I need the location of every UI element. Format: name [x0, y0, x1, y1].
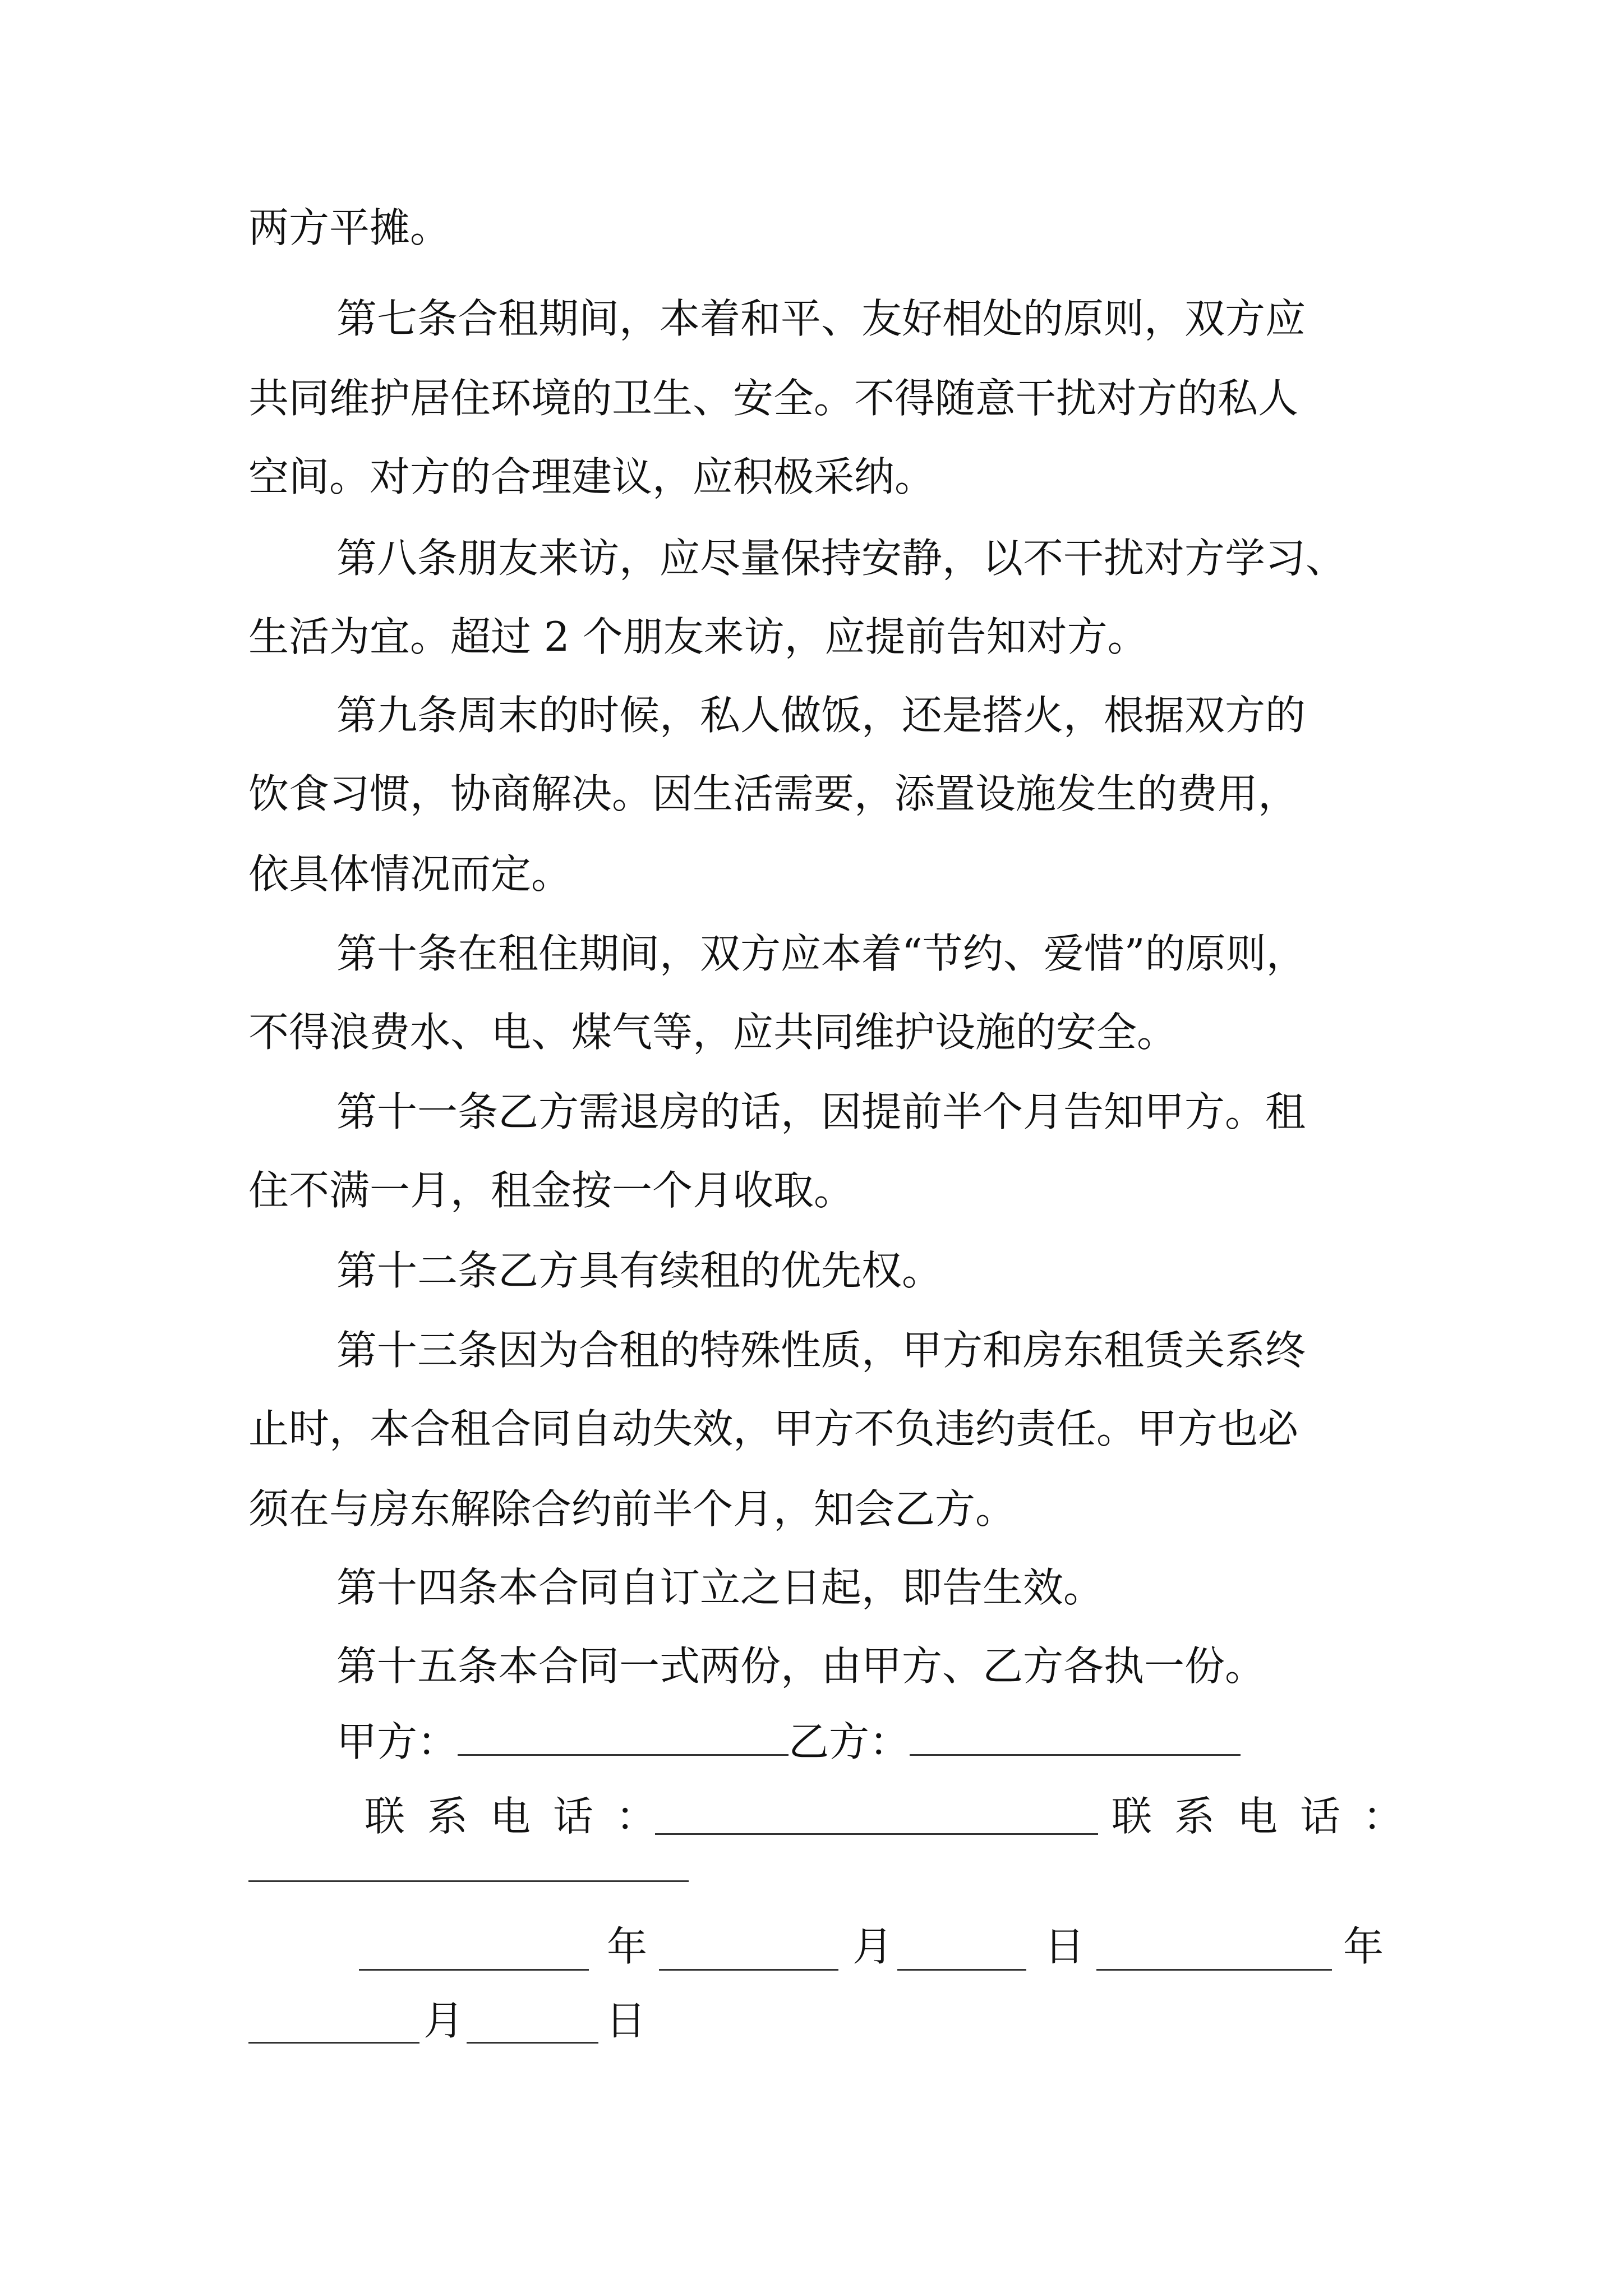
phone-label-a: 联系电话：: [365, 1793, 679, 1840]
day-a-label: 日: [1044, 1923, 1085, 1970]
paragraph-line: 两方平摊。: [248, 204, 451, 251]
paragraph-line: 第九条周末的时候，私人做饭，还是搭火，根据双方的: [336, 692, 1306, 739]
paragraph-line: 饮食习惯，协商解决。因生活需要，添置设施发生的费用，: [248, 770, 1299, 817]
paragraph-line: 第十五条本合同一式两份，由甲方、乙方各执一份。: [336, 1642, 1266, 1690]
phone-a-blank: [655, 1833, 1098, 1835]
paragraph-line: 第十一条乙方需退房的话，因提前半个月告知甲方。租: [336, 1088, 1306, 1135]
paragraph-line: 共同维护居住环境的卫生、安全。不得随意干扰对方的私人: [248, 375, 1299, 422]
year-a-blank: [359, 1969, 589, 1971]
phone-b-blank: [248, 1880, 689, 1882]
party-line: [336, 1714, 1241, 1770]
paragraph-line: 须在与房东解除合约前半个月，知会乙方。: [248, 1485, 1016, 1533]
paragraph-line: 生活为宜。超过 2 个朋友来访，应提前告知对方。: [248, 613, 1148, 660]
day-a-blank: [897, 1969, 1026, 1971]
paragraph-line: 第七条合租期间，本着和平、友好相处的原则，双方应: [336, 295, 1306, 342]
party-b-blank: [910, 1715, 1241, 1756]
month-a-blank: [659, 1969, 838, 1971]
year-a-label: 年: [607, 1923, 648, 1970]
party-a-label: 甲方：: [336, 1718, 458, 1765]
paragraph-line: 止时，本合租合同自动失效，甲方不负违约责任。甲方也必: [248, 1405, 1299, 1452]
paragraph-line: 第十条在租住期间，双方应本着“节约、爱惜”的原则，: [336, 930, 1307, 977]
year-b-blank: [1096, 1969, 1332, 1971]
party-a-blank: [458, 1715, 789, 1756]
phone-label-b: 联系电话：: [1112, 1793, 1426, 1840]
day-b-label: 日: [606, 1997, 647, 2044]
party-b-label: 乙方：: [789, 1718, 910, 1765]
paragraph-line: 第十四条本合同自订立之日起，即告生效。: [336, 1564, 1104, 1611]
day-b-blank: [467, 2042, 598, 2044]
paragraph-line: 空间。对方的合理建议，应积极采纳。: [248, 453, 935, 500]
paragraph-line: 不得浪费水、电、煤气等，应共同维护设施的安全。: [248, 1009, 1178, 1056]
paragraph-line: 依具体情况而定。: [248, 850, 572, 898]
month-b-label: 月: [423, 1997, 464, 2044]
paragraph-line: 第十二条乙方具有续租的优先权。: [336, 1247, 943, 1294]
paragraph-line: 第八条朋友来访，应尽量保持安静，以不干扰对方学习、: [336, 535, 1347, 582]
year-b-label: 年: [1343, 1923, 1384, 1970]
month-a-label: 月: [852, 1923, 893, 1970]
paragraph-line: 住不满一月，租金按一个月收取。: [248, 1167, 855, 1214]
paragraph-line: 第十三条因为合租的特殊性质，甲方和房东租赁关系终: [336, 1327, 1306, 1374]
month-b-blank: [248, 2042, 419, 2044]
